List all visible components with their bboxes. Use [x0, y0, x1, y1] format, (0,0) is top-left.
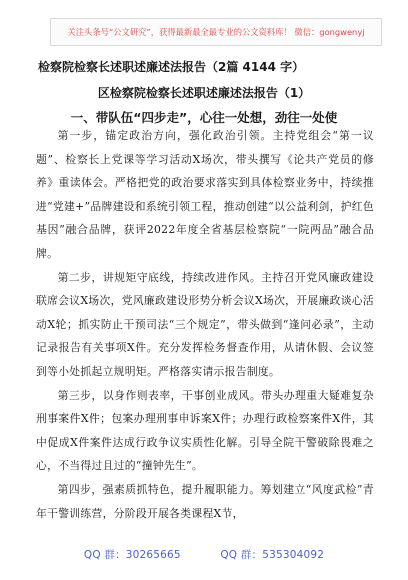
document-title: 检察院检察长述职述廉述法报告（2篇 4144 字）	[38, 60, 305, 74]
document-subtitle: 区检察院检察长述职述廉述法报告（1）	[97, 86, 311, 100]
paragraph-1: 第一步，锚定政治方向，强化政治引领。主持党组会“第一议题”、检察长上党课等学习活动X场次，带头撰写《论共产党员的修养》重读体会。严格把党的政治要求落实到具体检察业务中，持续推进“党建+”品牌建设和系统引领工程，推动创建“以公益利剑，护红色基因”融合品牌，获评2022年度全省基层检察院“一院两品”融合品牌。	[36, 129, 374, 260]
footer-qq-groups	[0, 547, 408, 562]
document-body	[36, 124, 374, 525]
header-banner	[50, 18, 382, 46]
footer-qq-group-2: QQ 群：535304092	[220, 549, 325, 561]
paragraph-4: 第四步，强素质抓特色，提升履职能力。筹划建立“风度武检”青年干警训练营，分阶段开展各类课程X节，	[36, 482, 374, 520]
footer-qq-group-1: QQ 群：30265665	[83, 549, 181, 561]
paragraph-3: 第三步，以身作则表率，干事创业成风。带头办理重大疑难复杂刑事案件X件；包案办理刑事申诉案X件；办理行政检察案件X件，其中促成X件案件达成行政争议实质性化解。引导全院干警破除畏难之心，不当得过且过的“撞钟先生”。	[36, 388, 374, 473]
paragraph-2: 第二步，讲规矩守底线，持续改进作风。主持召开党风廉政建设联席会议X场次，党风廉政建设形势分析会议X场次，开展廉政谈心活动X轮；抓实防止干预司法“三个规定”，带头做到“逢问必录”，主动记录报告有关事项X件。充分发挥检务督查作用，从请休假、会议签到等小处抓起立规明矩。严格落实请示报告制度。	[36, 270, 374, 378]
banner-text: 关注头条号“公文研究”，获得最新最全最专业的公文资料库！ 微信：gongwenyj	[67, 27, 365, 37]
section-heading: 一、带队伍“四步走”，心往一处想，劲往一处使	[70, 110, 338, 125]
